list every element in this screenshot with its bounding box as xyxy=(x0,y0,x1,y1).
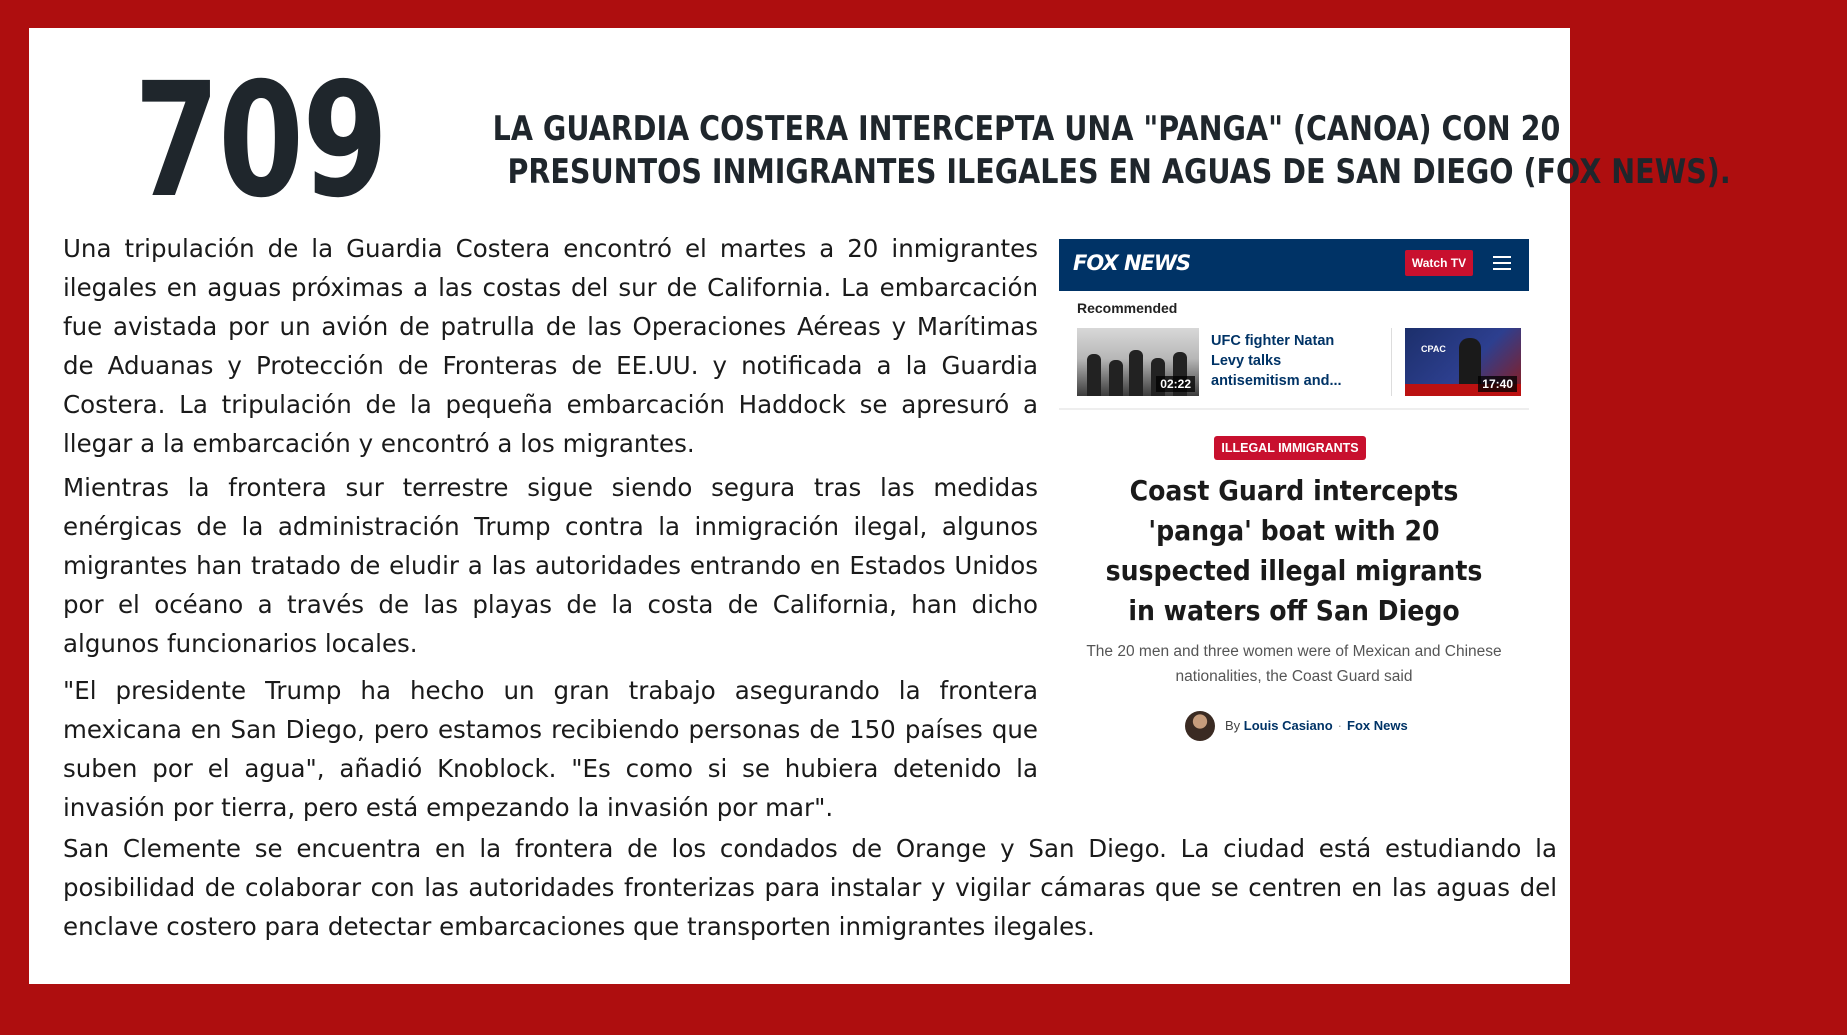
fox-news-screenshot xyxy=(1059,239,1529,769)
category-tag[interactable]: ILLEGAL IMMIGRANTS xyxy=(1214,436,1366,460)
fox-header-bar xyxy=(1059,239,1529,291)
author-link[interactable]: Louis Casiano xyxy=(1243,718,1333,733)
fox-news-logo[interactable]: FOX NEWS xyxy=(1073,251,1191,275)
recommended-story-title-1[interactable]: UFC fighter Natan Levy talks antisemitism and... xyxy=(1211,333,1342,389)
divider xyxy=(1391,328,1392,396)
content-card xyxy=(29,28,1731,984)
video-duration-2: 17:40 xyxy=(1478,376,1517,392)
divider xyxy=(1059,408,1529,410)
recommended-label: Recommended xyxy=(1077,300,1178,316)
recommended-video-thumbnail-2[interactable] xyxy=(1405,328,1521,396)
byline: By Louis Casiano · Fox News xyxy=(1225,718,1408,733)
headline-line-1: LA GUARDIA COSTERA INTERCEPTA UNA "PANGA" (CANOA) CON 20 xyxy=(492,109,1561,149)
author-avatar xyxy=(1185,711,1215,741)
outlet-link[interactable]: Fox News xyxy=(1347,718,1408,733)
paragraph-3: "El presidente Trump ha hecho un gran trabajo asegurando la frontera mexicana en San Diego, pero estamos recibiendo personas de 150 países que suben por el agua", añadió Knoblock. "Es como si se hubiera detenido la invasión por tierra, pero está empezando la invasión por mar". xyxy=(63,676,1038,822)
paragraph-2: Mientras la frontera sur terrestre sigue siendo segura tras las medidas enérgicas de la administración Trump contra la inmigración ilegal, algunos migrantes han tratado de eludir a las autoridades entrando en Estados Unidos por el océano a través de las playas de la costa de California, han dicho algunos funcionarios locales. xyxy=(63,473,1038,658)
headline-line-2: PRESUNTOS INMIGRANTES ILEGALES EN AGUAS DE SAN DIEGO (FOX NEWS). xyxy=(507,152,1731,192)
cpac-logo: CPAC xyxy=(1421,344,1446,354)
item-number: 709 xyxy=(134,49,387,233)
paragraph-1: Una tripulación de la Guardia Costera encontró el martes a 20 inmigrantes ilegales en aguas próximas a las costas del sur de California. La embarcación fue avistada por un avión de patrulla de las Operaciones Aéreas y Marítimas de Aduanas y Protección de Fronteras de EE.UU. y notificada a la Guardia Costera. La tripulación de la pequeña embarcación Haddock se apresuró a llegar a la embarcación y encontró a los migrantes. xyxy=(63,234,1038,458)
headline xyxy=(391,108,1731,194)
recommended-video-thumbnail-1[interactable] xyxy=(1077,328,1199,396)
hamburger-menu-icon[interactable] xyxy=(1493,256,1511,270)
video-duration-1: 02:22 xyxy=(1156,376,1195,392)
article-title: Coast Guard intercepts 'panga' boat with 20 suspected illegal migrants in waters off San Diego xyxy=(1105,474,1483,627)
paragraph-4: San Clemente se encuentra en la frontera de los condados de Orange y San Diego. La ciudad está estudiando la posibilidad de colaborar con las autoridades fronterizas para instalar y vigilar cámaras que se centren en las aguas del enclave costero para detectar embarcaciones que transporten inmigrantes ilegales. xyxy=(63,834,1557,941)
article-subtitle: The 20 men and three women were of Mexican and Chinese nationalities, the Coast Guard said xyxy=(1086,643,1502,685)
watch-tv-button[interactable]: Watch TV xyxy=(1405,250,1473,276)
